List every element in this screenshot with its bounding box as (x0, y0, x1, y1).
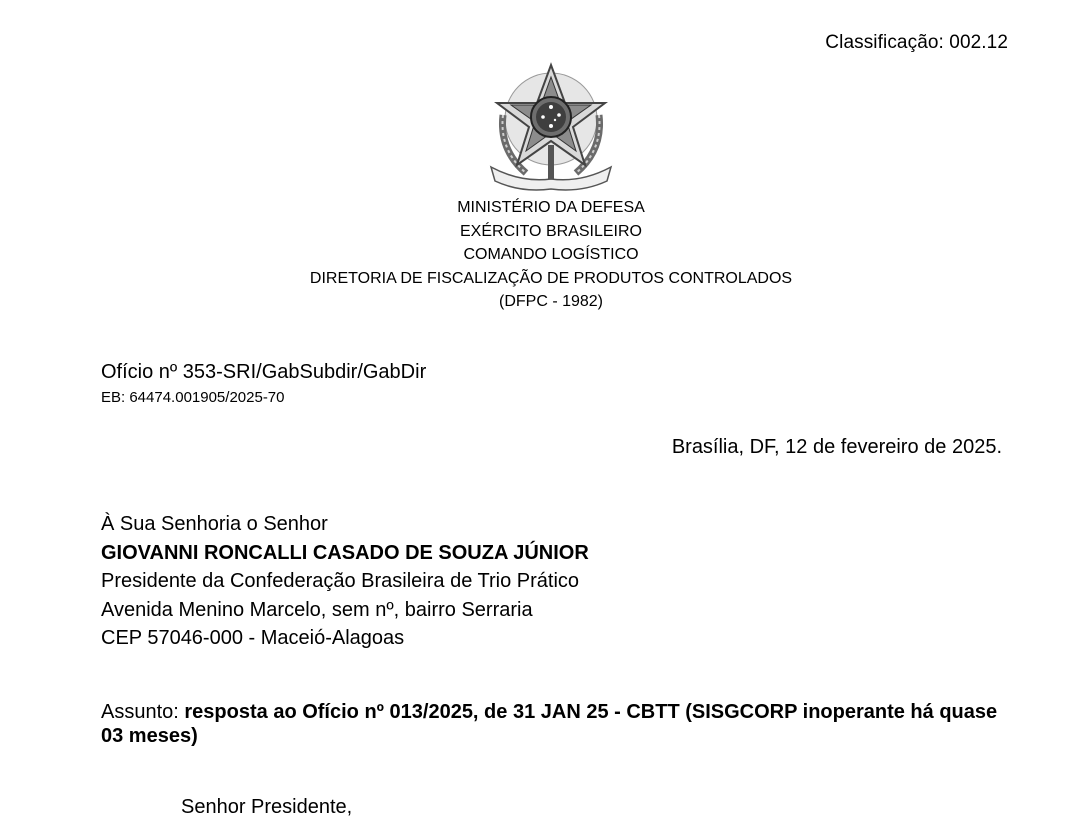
recipient-address: Avenida Menino Marcelo, sem nº, bairro Serraria (101, 598, 533, 621)
header-army: EXÉRCITO BRASILEIRO (460, 222, 642, 240)
recipient-greeting: À Sua Senhoria o Senhor (101, 513, 328, 535)
recipient-title: Presidente da Confederação Brasileira de Trio Prático (101, 570, 580, 592)
subject-text: resposta ao Ofício nº 013/2025, de 31 JAN 25 - CBTT (SISGCORP inoperante há quase 03 meses) (101, 701, 998, 747)
salutation: Senhor Presidente, (181, 796, 353, 818)
date-line: Brasília, DF, 12 de fevereiro de 2025. (671, 436, 1002, 458)
recipient-cep: CEP 57046-000 - Maceió-Alagoas (101, 627, 405, 649)
recipient-name: GIOVANNI RONCALLI CASADO DE SOUZA JÚNIOR (101, 541, 589, 564)
header-acronym: (DFPC - 1982) (498, 293, 604, 310)
subject-line (101, 700, 1016, 748)
subject-label: Assunto: (101, 701, 185, 723)
recipient-block (101, 510, 589, 653)
institution-header (0, 196, 1075, 314)
header-directorate: DIRETORIA DE FISCALIZAÇÃO DE PRODUTOS CONTROLADOS (309, 269, 793, 287)
header-command: COMANDO LOGÍSTICO (463, 246, 639, 263)
header-ministry: MINISTÉRIO DA DEFESA (457, 199, 645, 216)
classification-code: Classificação: 002.12 (825, 32, 1008, 53)
oficio-number: Ofício nº 353-SRI/GabSubdir/GabDir (101, 361, 427, 383)
eb-protocol-number: EB: 64474.001905/2025-70 (101, 389, 285, 406)
coat-of-arms-icon (481, 55, 621, 195)
